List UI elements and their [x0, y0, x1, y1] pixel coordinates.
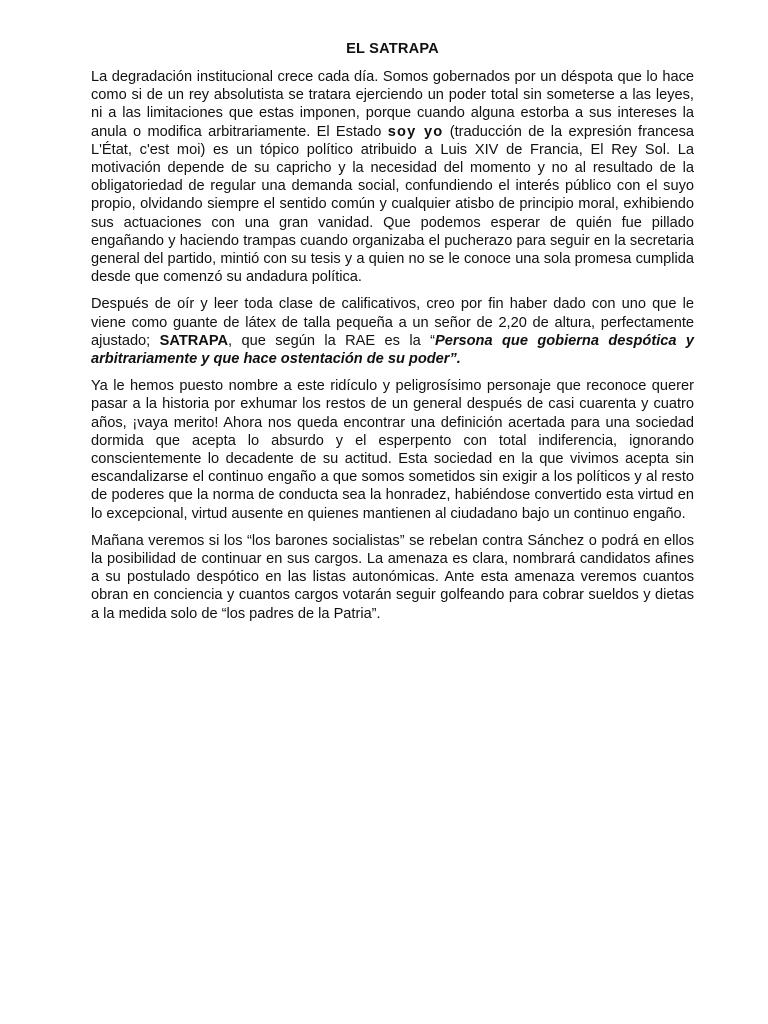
document-title: EL SATRAPA: [346, 41, 439, 57]
paragraph-4: Mañana veremos si los “los barones socialistas” se rebelan contra Sánchez o podrá en ellos la posibilidad de continuar en sus cargos. La amenaza es clara, nombrará candidatos afines a su postulado despótico en las listas autonómicas. Ante esta amenaza veremos cuantos obran en conciencia y cuantos cargos votarán seguir golfeando para cobrar sueldos y dietas a la medida solo de “los padres de la Patria”.: [91, 532, 694, 622]
paragraph-2-rae-definition: Persona que gobierna despótica y arbitrariamente y que hace ostentación de su poder”.: [91, 332, 695, 368]
paragraph-1-text-c: (traducción de la expresión francesa L'État, c'est moi) es un tópico político atribuido a Luis XIV de Francia, El Rey Sol. La motivación depende de su capricho y la necesidad del momento y no al resultado de la obligatoriedad de regular una demanda social, confundiendo el interés público con el suyo propio, olvidando siempre el sentido común y cualquier atisbo de principio moral, exhibiendo sus actuaciones con una gran vanidad. Que podemos esperar de quién fue pillado engañando y haciendo trampas cuando organizaba el pucherazo para seguir en la secretaria general del partido, mintió con su tesis y a quien no se le conoce una sola promesa cumplida desde que comenzó su andadura política.: [91, 123, 695, 286]
paragraph-1-emphasis-soy-yo: soy yo: [387, 123, 444, 140]
paragraph-1-text-a: La degradación institucional crece cada día. Somos gobernados por un déspota que lo hace como si de un rey absolutista se tratara ejerciendo un poder total sin someterse a las leyes, ni a las limitaciones que estas imponen, porque cuando alguna estorba a sus intereses la anula o modifica arbitrariamente. El Estado: [91, 69, 694, 140]
paragraph-1: [91, 68, 694, 286]
document-body: [91, 40, 694, 632]
paragraph-2-emphasis-satrapa: SATRAPA: [159, 332, 229, 349]
paragraph-3: Ya le hemos puesto nombre a este ridículo y peligrosísimo personaje que reconoce querer pasar a la historia por exhumar los restos de un general después de casi cuarenta y cuatro años, ¡vaya merito! Ahora nos queda encontrar una definición acertada para una sociedad dormida que acepta lo absurdo y el esperpento con total indiferencia, ignorando conscientemente lo decadente de su actitud. Esta sociedad en la que vivimos acepta sin escandalizarse el continuo engaño a que somos sometidos sin exigir a los políticos y al resto de poderes que la norma de conducta sea la honradez, habiéndose convertido esta virtud en lo excepcional, virtud ausente en quienes mantienen al ciudadano bajo un continuo engaño.: [91, 378, 694, 522]
paragraph-2-text-c: , que según la RAE es la “: [228, 332, 435, 349]
paragraph-2: [91, 295, 694, 368]
paragraph-2-text-a: Después de oír y leer toda clase de calificativos, creo por fin haber dado con uno que le viene como guante de látex de talla pequeña a un señor de 2,20 de altura, perfectamente ajustado;: [91, 296, 694, 349]
